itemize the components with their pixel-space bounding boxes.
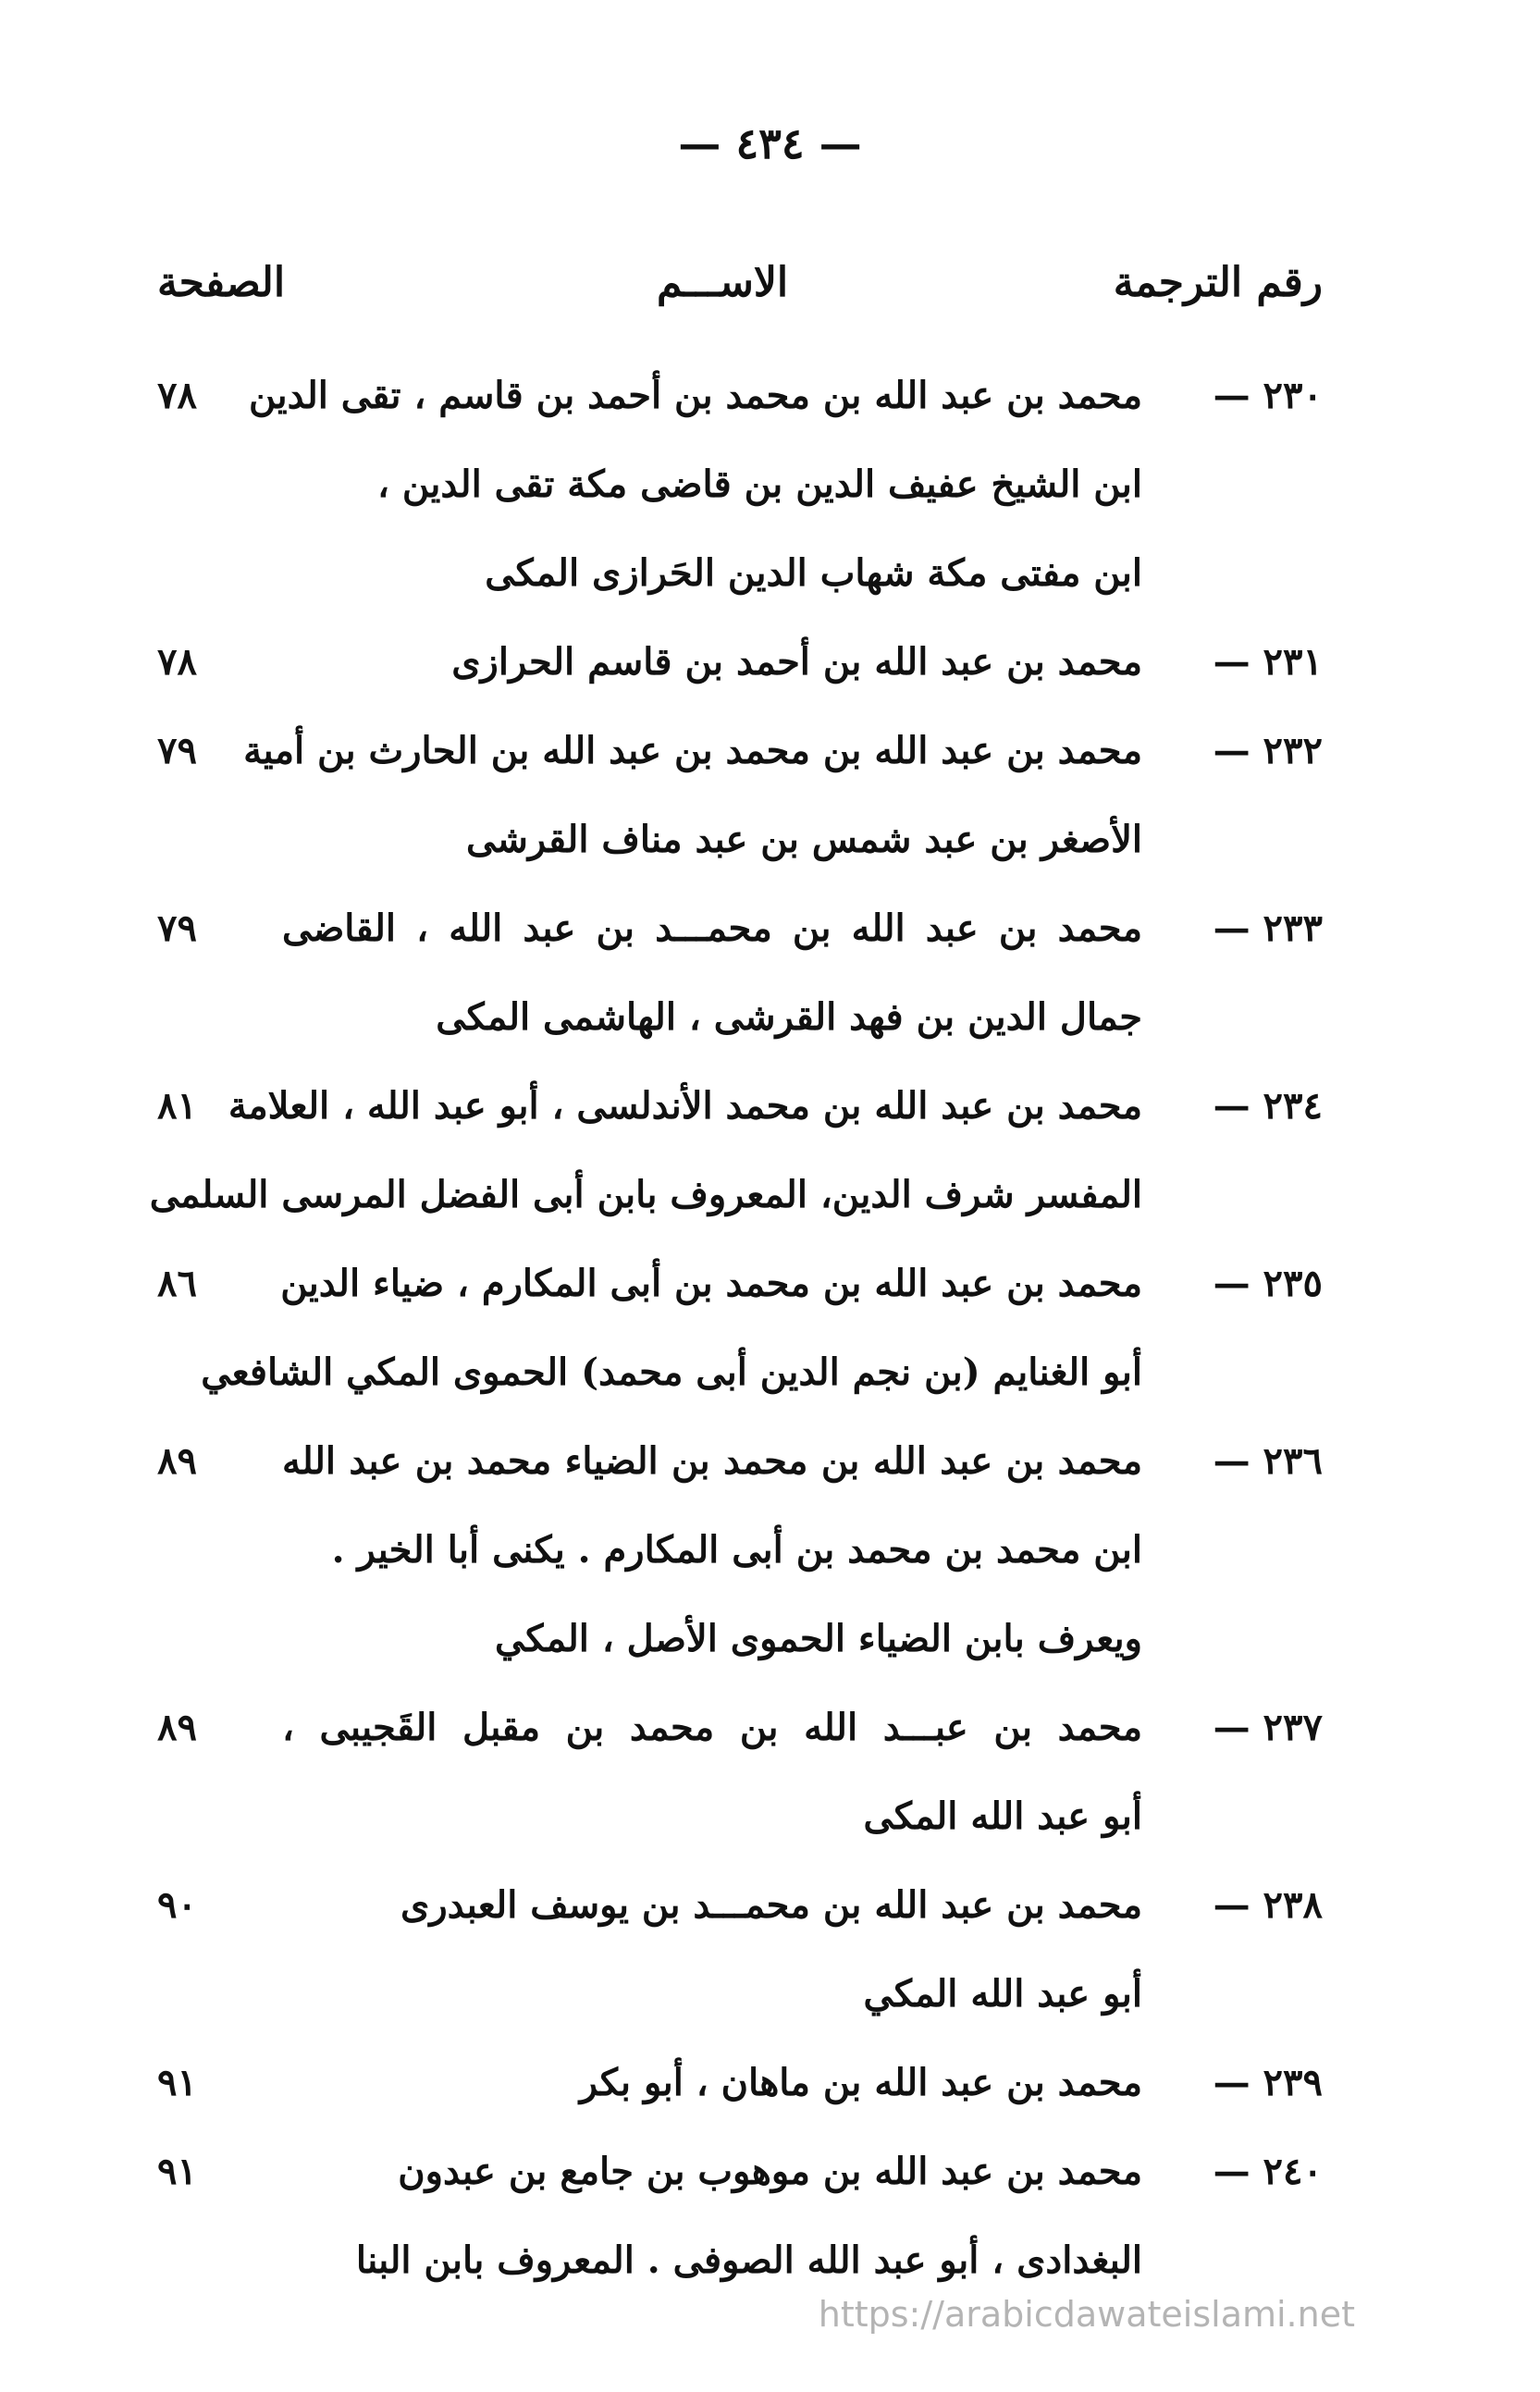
page-number: — ٤٣٤ — bbox=[678, 118, 862, 168]
entry-first-line bbox=[139, 707, 1341, 795]
entry-first-line bbox=[139, 1239, 1341, 1328]
entry-name-continued: ويعرف بابن الضياء الحموى الأصل ، المكي bbox=[495, 1617, 1142, 1660]
entry-page-number: ٨٩ bbox=[157, 1706, 197, 1749]
entry-continuation-line bbox=[139, 1595, 1341, 1683]
entry-name: محمد بن عبـــد الله بن محمد بن مقبل القَجيبى ، bbox=[282, 1706, 1142, 1749]
entry-continuation-line bbox=[139, 1506, 1341, 1595]
index-entry bbox=[139, 2127, 1341, 2305]
entry-name-continued: المفسر شرف الدين، المعروف بابن أبى الفضل المرسى السلمى bbox=[149, 1173, 1142, 1216]
entry-number: ٢٣٣ — bbox=[1213, 906, 1323, 950]
entry-number: ٢٤٠ — bbox=[1213, 2150, 1323, 2193]
entry-page-number: ٧٨ bbox=[157, 374, 197, 417]
entry-number: ٢٣١ — bbox=[1213, 640, 1323, 684]
column-headers bbox=[139, 259, 1341, 333]
entry-page-number: ٩١ bbox=[157, 2150, 197, 2193]
entry-first-line bbox=[139, 884, 1341, 973]
entry-page-number: ٨٩ bbox=[157, 1439, 197, 1483]
entry-first-line bbox=[139, 1062, 1341, 1151]
entry-number: ٢٣٧ — bbox=[1213, 1706, 1323, 1749]
entry-page-number: ٨١ bbox=[157, 1084, 197, 1128]
index-entries bbox=[139, 351, 1341, 2305]
entry-name: محمد بن عبد الله بن محمـــد بن يوسف العبدرى bbox=[400, 1883, 1142, 1927]
name-header: الاســـم bbox=[657, 259, 789, 306]
entry-name: محمد بن عبد الله بن محمد بن عبد الله بن الحارث بن أمية bbox=[243, 729, 1142, 772]
entry-page-number: ٩٠ bbox=[157, 1883, 197, 1927]
entry-first-line bbox=[139, 618, 1341, 707]
entry-page-number: ٨٦ bbox=[157, 1262, 197, 1305]
entry-name-continued: ابن محمد بن محمد بن أبى المكارم . يكنى أبا الخير . bbox=[331, 1528, 1142, 1572]
entry-continuation-line bbox=[139, 2216, 1341, 2305]
entry-first-line bbox=[139, 1861, 1341, 1950]
index-entry bbox=[139, 884, 1341, 1062]
entry-name-continued: جمال الدين بن فهد القرشى ، الهاشمى المكى bbox=[436, 995, 1142, 1039]
index-entry bbox=[139, 618, 1341, 707]
entry-number: ٢٣٦ — bbox=[1213, 1439, 1323, 1483]
entry-number: ٢٣٩ — bbox=[1213, 2061, 1323, 2104]
entry-first-line bbox=[139, 1417, 1341, 1506]
entry-name: محمد بن عبد الله بن محمد بن الضياء محمد بن عبد الله bbox=[282, 1439, 1142, 1483]
entry-number: ٢٣٥ — bbox=[1213, 1262, 1323, 1305]
entry-name: محمد بن عبد الله بن محمد بن أبى المكارم ، ضياء الدين bbox=[280, 1262, 1142, 1305]
entry-page-number: ٧٩ bbox=[157, 906, 197, 950]
index-entry bbox=[139, 707, 1341, 884]
index-entry bbox=[139, 2039, 1341, 2127]
entry-continuation-line bbox=[139, 1328, 1341, 1417]
entry-continuation-line bbox=[139, 795, 1341, 884]
entry-first-line bbox=[139, 1683, 1341, 1772]
entry-number-header: رقم الترجمة bbox=[1113, 259, 1323, 306]
entry-name: محمد بن عبد الله بن ماهان ، أبو بكر bbox=[579, 2061, 1142, 2104]
index-entry bbox=[139, 1861, 1341, 2039]
index-entry bbox=[139, 1417, 1341, 1683]
entry-name: محمد بن عبد الله بن محمد بن أحمد بن قاسم ، تقى الدين bbox=[249, 374, 1142, 417]
entry-number: ٢٣٢ — bbox=[1213, 729, 1323, 772]
entry-number: ٢٣٤ — bbox=[1213, 1084, 1323, 1128]
entry-name-continued: أبو عبد الله المكى bbox=[863, 1794, 1142, 1838]
entry-first-line bbox=[139, 2127, 1341, 2216]
entry-name-continued: ابن مفتى مكة شهاب الدين الحَرازى المكى bbox=[485, 551, 1142, 595]
index-entry bbox=[139, 351, 1341, 618]
entry-continuation-line bbox=[139, 1151, 1341, 1239]
entry-name: محمد بن عبد الله بن موهوب بن جامع بن عبدون bbox=[398, 2150, 1142, 2193]
entry-name-continued: أبو الغنايم (بن نجم الدين أبى محمد) الحموى المكي الشافعي bbox=[201, 1350, 1142, 1394]
watermark-url: https://arabicdawateislami.net bbox=[818, 2294, 1355, 2335]
entry-number: ٢٣٨ — bbox=[1213, 1883, 1323, 1927]
index-entry bbox=[139, 1683, 1341, 1861]
entry-continuation-line bbox=[139, 529, 1341, 618]
entry-name-continued: ابن الشيخ عفيف الدين بن قاضى مكة تقى الدين ، bbox=[376, 462, 1142, 506]
entry-continuation-line bbox=[139, 440, 1341, 529]
entry-name: محمد بن عبد الله بن محمـــد بن عبد الله ، القاضى bbox=[282, 906, 1142, 950]
entry-name-continued: الأصغر بن عبد شمس بن عبد مناف القرشى bbox=[465, 818, 1142, 861]
entry-continuation-line bbox=[139, 1772, 1341, 1861]
index-entry bbox=[139, 1062, 1341, 1239]
entry-number: ٢٣٠ — bbox=[1213, 374, 1323, 417]
index-entry bbox=[139, 1239, 1341, 1417]
entry-name-continued: البغدادى ، أبو عبد الله الصوفى . المعروف بابن البنا bbox=[355, 2238, 1142, 2282]
entry-page-number: ٧٨ bbox=[157, 640, 197, 684]
entry-page-number: ٩١ bbox=[157, 2061, 197, 2104]
entry-first-line bbox=[139, 2039, 1341, 2127]
entry-continuation-line bbox=[139, 973, 1341, 1062]
entry-name: محمد بن عبد الله بن محمد الأندلسى ، أبو عبد الله ، العلامة bbox=[228, 1084, 1142, 1128]
entry-name-continued: أبو عبد الله المكي bbox=[863, 1972, 1142, 2016]
entry-first-line bbox=[139, 351, 1341, 440]
entry-name: محمد بن عبد الله بن أحمد بن قاسم الحرازى bbox=[451, 640, 1142, 684]
page-header: الصفحة bbox=[157, 259, 286, 306]
entry-page-number: ٧٩ bbox=[157, 729, 197, 772]
entry-continuation-line bbox=[139, 1950, 1341, 2039]
